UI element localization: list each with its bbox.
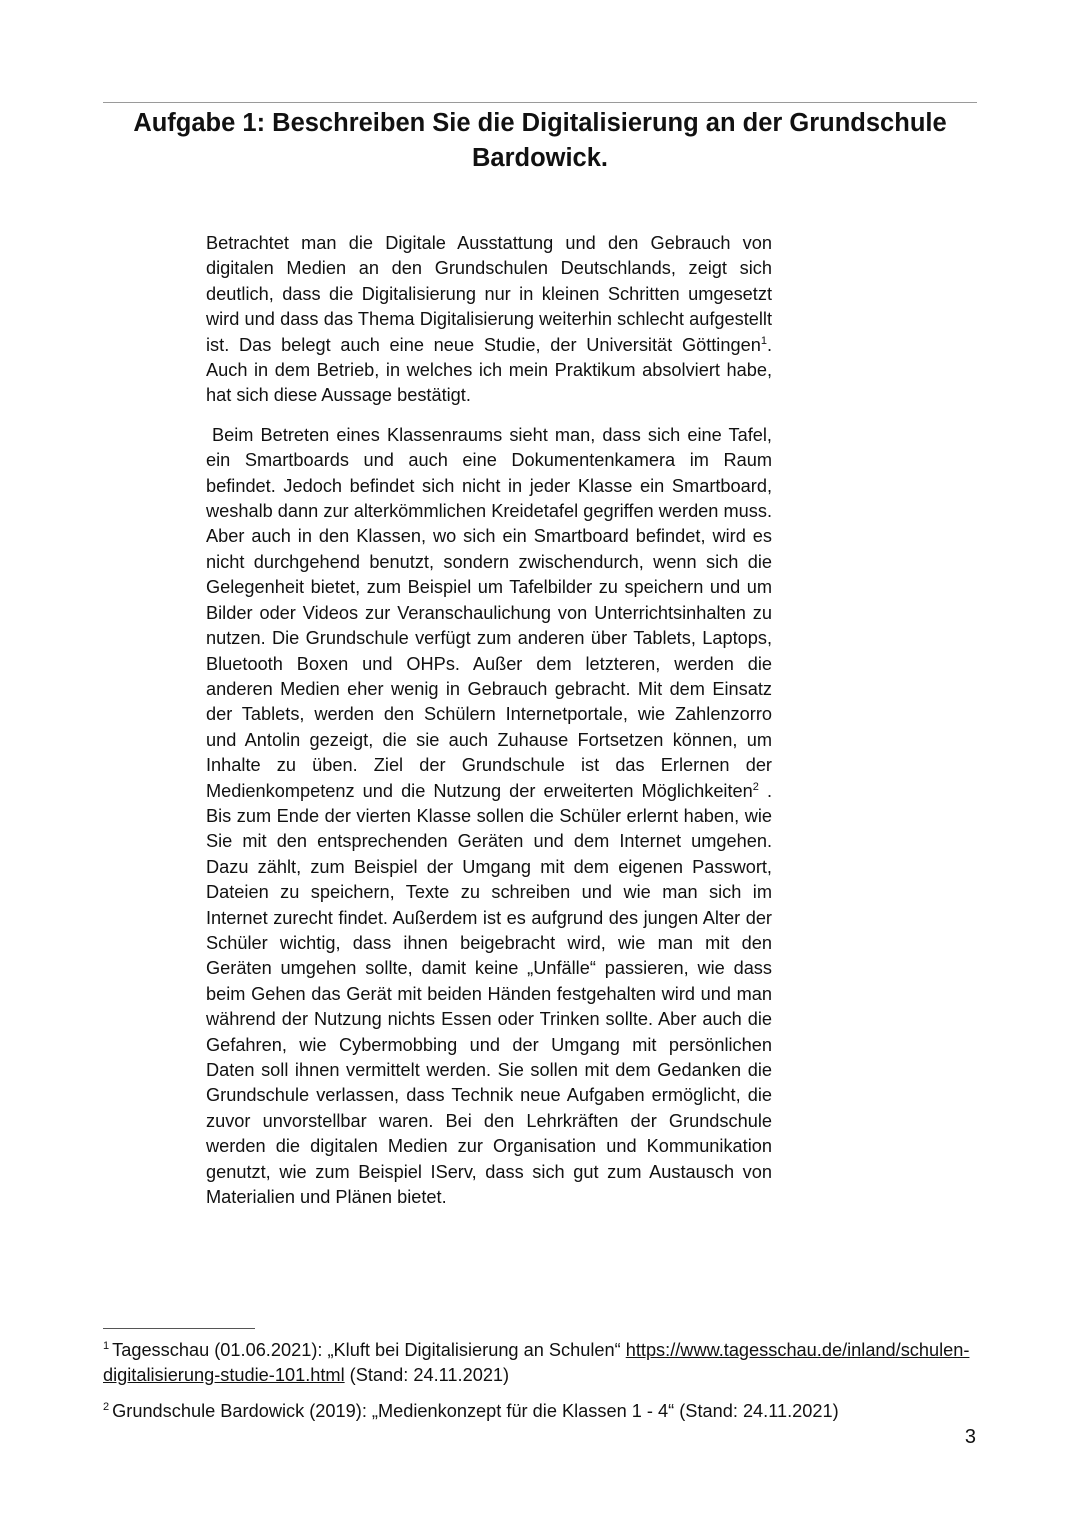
footnote-2-text: Grundschule Bardowick (2019): „Medienkonzept für die Klassen 1 - 4“ (Stand: 24.11.2021) [112,1400,839,1421]
footnote-1-text: Tagesschau (01.06.2021): „Kluft bei Digitalisierung an Schulen“ [112,1340,626,1360]
paragraph-2-text-a: Beim Betreten eines Klassenraums sieht man, dass sich eine Tafel, ein Smartboards und auch eine Dokumentenkamera im Raum befindet. Jedoch befindet sich nicht in jeder Klasse ein Smartboard, weshalb dann zur alterkömmlichen Kreidetafel gegriffen werden muss. Aber auch in den Klassen, wo sich ein Smartboard befindet, wird es nicht durchgehend benutzt, sondern zwischendurch, wenn sich die Gelegenheit bietet, zum Beispiel um Tafelbilder zu speichern und um Bilder oder Videos zur Veranschaulichung von Unterrichtsinhalten zu nutzen. Die Grundschule verfügt zum anderen über Tablets, Laptops, Bluetooth Boxen und OHPs. Außer dem letzteren, werden die anderen Medien eher wenig in Gebrauch gebracht. Mit dem Einsatz der Tablets, werden den Schülern Internetportale, wie Zahlenzorro und Antolin gezeigt, die sie auch Zuhause Fortsetzen können, um Inhalte zu üben. Ziel der Grundschule ist das Erlernen der Medienkompetenz und die Nutzung der erweiterten Möglichkeiten [206,424,772,801]
paragraph-2-text-b: . Bis zum Ende der vierten Klasse sollen die Schüler erlernt haben, wie Sie mit den entsprechenden Geräten und dem Internet umgehen. Dazu zählt, zum Beispiel der Umgang mit dem eigenen Passwort, Dateien zu speichern, Texte zu schreiben und wie man sich im Internet zurecht findet. Außerdem ist es aufgrund des jungen Alter der Schüler wichtig, dass ihnen beigebracht wird, wie man mit den Geräten umgehen sollte, damit keine „Unfälle“ passieren, wie dass beim Gehen das Gerät mit beiden Händen festgehalten wird und man während der Nutzung nichts Essen oder Trinken sollte. Aber auch die Gefahren, wie Cybermobbing und der Umgang mit persönlichen Daten soll ihnen vermittelt werden. Sie sollen mit dem Gedanken die Grundschule verlassen, dass Technik neue Aufgaben ermöglicht, die zuvor unvorstellbar waren. Bei den Lehrkräften der Grundschule werden die digitalen Medien zur Organisation und Kommunikation genutzt, wie zum Beispiel IServ, dass sich gut zum Austausch von Materialien und Plänen bietet. [206,780,772,1208]
body-text [206,231,772,1210]
paragraph-1-text-a: Betrachtet man die Digitale Ausstattung und den Gebrauch von digitalen Medien an den Grundschulen Deutschlands, zeigt sich deutlich, dass die Digitalisierung nur in kleinen Schritten umgesetzt wird und dass das Thema Digitalisierung weiterhin schlecht aufgestellt ist. Das belegt auch eine neue Studie, der Universität Göttingen [206,233,772,355]
footnote-2 [103,1399,977,1424]
footnote-1 [103,1338,977,1389]
footnote-ref-1[interactable]: 1 [760,334,767,347]
footnote-1-date: (Stand: 24.11.2021) [344,1365,510,1386]
header-rule [103,102,977,103]
task-heading: Aufgabe 1: Beschreiben Sie die Digitalisierung an der Grundschule Bardowick. [133,109,947,172]
footnotes [103,1338,977,1434]
page-number: 3 [964,1426,976,1448]
paragraph-1-text-b: . Auch in dem Betrieb, in welches ich mein Praktikum absolviert habe, hat sich diese Aussage bestätigt. [206,334,772,406]
paragraph-2 [206,423,772,1211]
footnote-2-number: 2 [103,1400,110,1413]
footnote-ref-2[interactable]: 2 [752,780,759,793]
footnote-separator [103,1328,255,1329]
paragraph-1 [206,231,772,409]
footnote-1-link[interactable]: https://www.tagesschau.de/inland/schulen-digitalisierung-studie-101.html [103,1340,970,1386]
footnote-1-number: 1 [103,1339,110,1352]
